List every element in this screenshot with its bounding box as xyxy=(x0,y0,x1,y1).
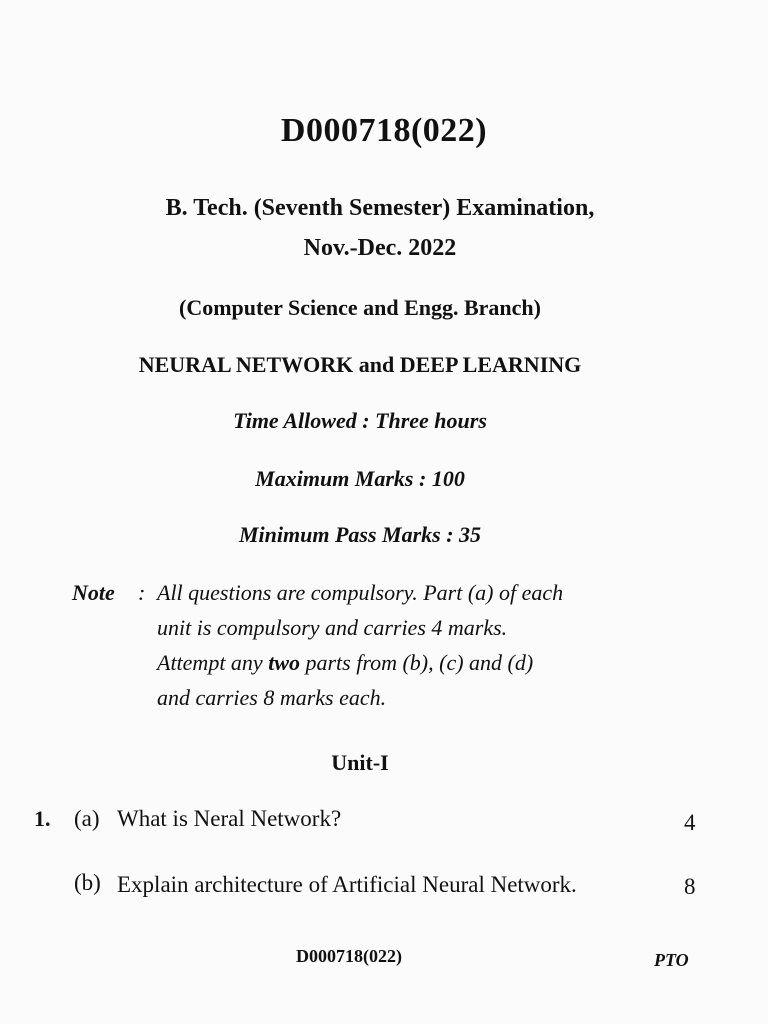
time-allowed: Time Allowed : Three hours xyxy=(233,408,487,433)
minimum-pass-marks: Minimum Pass Marks : 35 xyxy=(238,522,482,547)
question-1a-label: (a) xyxy=(74,806,100,831)
footer-pto: PTO xyxy=(654,950,689,970)
maximum-marks: Maximum Marks : 100 xyxy=(255,466,465,491)
note-line-3-pre: Attempt any xyxy=(157,650,269,675)
note-line-3-emphasis: two xyxy=(268,650,300,675)
note-line-4: and carries 8 marks each. xyxy=(157,685,387,710)
unit-heading: Unit-I xyxy=(331,750,389,775)
note-line-1: All questions are compulsory. Part (a) of each xyxy=(157,580,564,605)
question-number: 1. xyxy=(34,806,51,831)
question-1a-text: What is Neral Network? xyxy=(117,806,342,831)
exam-title-line1: B. Tech. (Seventh Semester) Examination, xyxy=(165,195,595,221)
note-label: Note xyxy=(72,580,115,605)
branch-heading: (Computer Science and Engg. Branch) xyxy=(179,295,541,320)
question-1b-text: Explain architecture of Artificial Neural Network. xyxy=(117,872,577,897)
note-line-2: unit is compulsory and carries 4 marks. xyxy=(157,615,508,640)
note-line-3 xyxy=(157,650,533,676)
question-1b-label: (b) xyxy=(74,870,101,895)
question-1a-marks: 4 xyxy=(684,810,696,835)
note-line-3-post: parts from (b), (c) and (d) xyxy=(300,650,534,675)
exam-title-line2: Nov.-Dec. 2022 xyxy=(303,235,457,261)
note-colon: : xyxy=(138,580,146,605)
question-1b-marks: 8 xyxy=(684,874,696,899)
footer-paper-code: D000718(022) xyxy=(296,946,402,966)
paper-code-title: D000718(022) xyxy=(280,112,488,149)
subject-heading: NEURAL NETWORK and DEEP LEARNING xyxy=(138,352,582,377)
